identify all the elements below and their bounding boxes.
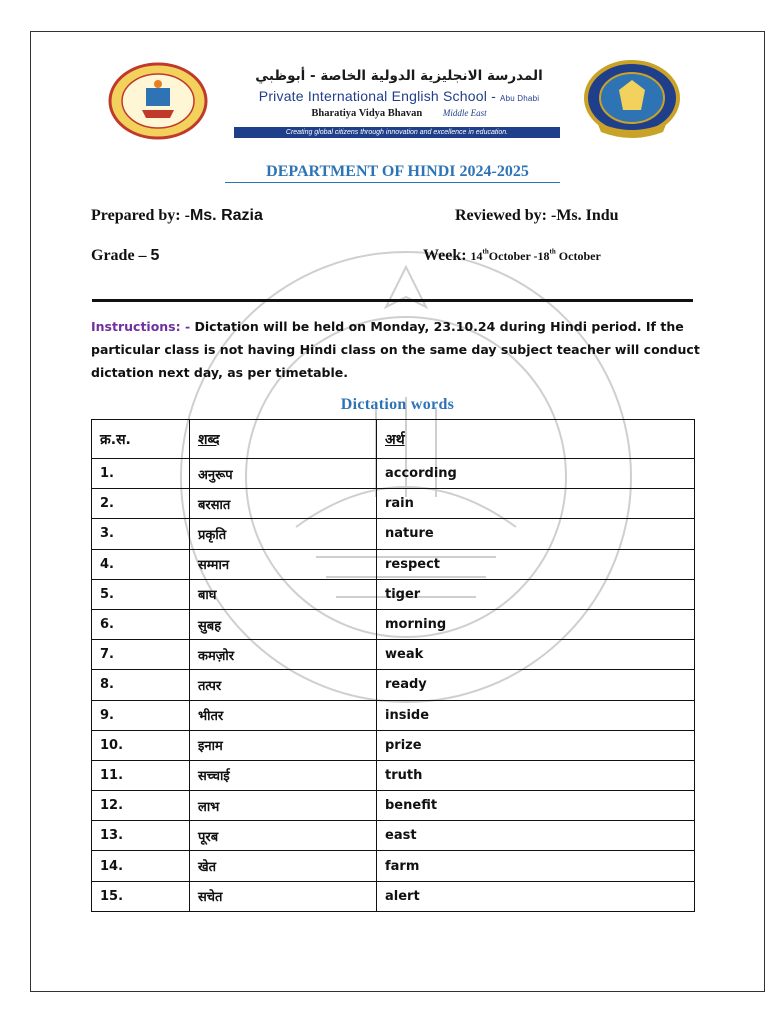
hindi-word-cell: बरसात [190,489,377,519]
serial-cell: 15. [92,881,190,911]
week-start-day: 14 [470,249,483,263]
meaning-cell: prize [377,730,695,760]
serial-cell: 14. [92,851,190,881]
serial-cell: 4. [92,549,190,579]
table-row [92,609,695,639]
document-page [30,31,765,992]
table-row [92,459,695,489]
meaning-cell: alert [377,881,695,911]
week-start-suffix: th [482,247,489,256]
serial-cell: 10. [92,730,190,760]
hindi-word-cell: प्रकृति [190,519,377,549]
table-row [92,700,695,730]
dictation-words-title: Dictation words [340,396,455,413]
hindi-word-cell: सचेत [190,881,377,911]
serial-cell: 12. [92,791,190,821]
grade-label: Grade – [91,247,151,264]
meaning-cell: ready [377,670,695,700]
hindi-word-cell: लाभ [190,791,377,821]
hindi-word-cell: बाघ [190,579,377,609]
serial-cell: 13. [92,821,190,851]
table-row [92,519,695,549]
meaning-cell: east [377,821,695,851]
school-name-english [234,88,564,104]
hindi-word-cell: खेत [190,851,377,881]
serial-cell: 6. [92,609,190,639]
column-header-serial: क्र.स. [92,420,190,459]
column-header-word: शब्द [190,420,377,459]
hindi-word-cell: कमज़ोर [190,640,377,670]
meaning-cell: inside [377,700,695,730]
prepared-by-label: Prepared by: - [91,207,190,224]
week-start-month: October - [488,249,538,263]
week-label: Week: [423,247,471,264]
serial-cell: 11. [92,760,190,790]
meaning-cell: morning [377,609,695,639]
table-row [92,821,695,851]
school-name-arabic: المدرسة الانجليزية الدولية الخاصة - أبوظبي [255,68,543,84]
meaning-cell: respect [377,549,695,579]
reviewed-by: Reviewed by: -Ms. Indu [455,207,619,224]
meaning-cell: according [377,459,695,489]
school-city: Abu Dhabi [500,94,540,103]
table-row [92,489,695,519]
table-row [92,640,695,670]
department-title-underline [225,182,560,183]
school-emblem-logo [108,62,208,140]
serial-cell: 7. [92,640,190,670]
hindi-word-cell: सुबह [190,609,377,639]
meaning-cell: rain [377,489,695,519]
week-end-suffix: th [549,247,556,256]
hindi-word-cell: भीतर [190,700,377,730]
hindi-word-cell: तत्पर [190,670,377,700]
serial-cell: 1. [92,459,190,489]
prepared-by [91,207,263,225]
table-row [92,881,695,911]
serial-cell: 8. [92,670,190,700]
table-row [92,549,695,579]
prepared-by-name: Ms. Razia [189,207,263,224]
instructions-text: Dictation will be held on Monday, 23.10.24 during Hindi period. If the particular class is not having Hindi class on the same day subject teacher will conduct dictation next day, as per timetable. [91,319,700,380]
table-header-row [92,420,695,459]
column-header-meaning: अर्थ [377,420,695,459]
hindi-word-cell: पूरब [190,821,377,851]
meaning-cell: tiger [377,579,695,609]
department-title: DEPARTMENT OF HINDI 2024-2025 [266,163,529,180]
serial-cell: 2. [92,489,190,519]
table-row [92,851,695,881]
meaning-cell: nature [377,519,695,549]
section-divider [92,299,693,302]
school-header [31,32,764,147]
grade [91,247,159,265]
week-end-day: 18 [537,249,550,263]
week-range [423,247,601,265]
hindi-word-cell: इनाम [190,730,377,760]
table-row [92,579,695,609]
affiliation-name: Bharatiya Vidya Bhavan [311,108,423,119]
serial-cell: 9. [92,700,190,730]
table-row [92,730,695,760]
hindi-word-cell: अनुरूप [190,459,377,489]
table-row [92,791,695,821]
school-tagline: Creating global citizens through innovation and excellence in education. [234,127,560,138]
meaning-cell: truth [377,760,695,790]
school-crest-logo [579,60,685,140]
dictation-words-table [91,419,695,912]
week-end-month: October [555,249,601,263]
school-name-english-text: Private International English School - [258,88,496,104]
serial-cell: 3. [92,519,190,549]
meaning-cell: weak [377,640,695,670]
instructions [91,315,701,384]
table-row [92,760,695,790]
grade-value: 5 [150,247,160,264]
serial-cell: 5. [92,579,190,609]
meaning-cell: farm [377,851,695,881]
hindi-word-cell: सच्चाई [190,760,377,790]
meaning-cell: benefit [377,791,695,821]
hindi-word-cell: सम्मान [190,549,377,579]
school-affiliation [234,108,564,119]
affiliation-script: Middle East [442,108,487,118]
instructions-label: Instructions: - [91,319,191,334]
table-row [92,670,695,700]
